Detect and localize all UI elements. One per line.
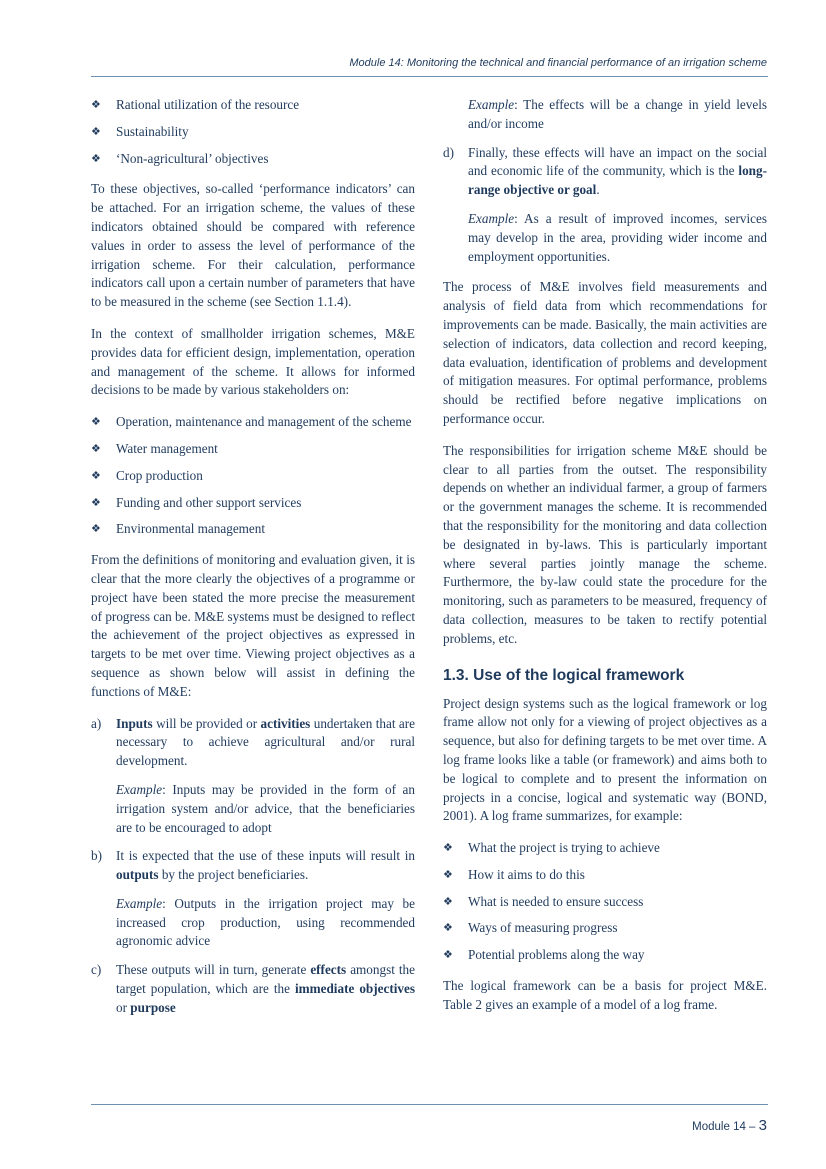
page-footer <box>692 1117 767 1134</box>
list-item: ❖ Potential problems along the way <box>443 946 767 965</box>
diamond-bullet-icon: ❖ <box>91 416 101 429</box>
diamond-bullet-icon: ❖ <box>91 469 101 482</box>
paragraph: In the context of smallholder irrigation schemes, M&E provides data for efficient design, implementation, operation and management of the scheme. It allows for informed decisions to be made by various stakeholders on: <box>91 325 415 398</box>
left-column <box>91 96 415 1028</box>
paragraph: The responsibilities for irrigation scheme M&E should be clear to all parties from the outset. The responsibility depends on whether an individual farmer, a group of farmers or the government manages the scheme. It is recommended that the responsibility for the monitoring and data collection be designated in by-laws. This is particularly important where several parties jointly manage the scheme. Furthermore, the by-law could state the procedure for the monitoring, such as parameters to be measured, frequency of data collection, measures to be taken to rectify potential problems, etc. <box>443 442 767 646</box>
sequence-item-a: a) Inputs will be provided or activities undertaken that are necessary to achieve agricultural and/or rural development. <box>91 715 415 769</box>
list-item: ❖ Operation, maintenance and management of the scheme <box>91 413 415 432</box>
example-text: Example: Inputs may be provided in the form of an irrigation system and/or advice, that the beneficiaries are to be encouraged to adopt <box>116 781 415 835</box>
diamond-bullet-icon: ❖ <box>91 99 101 111</box>
sequence-item-c: c) These outputs will in turn, generate effects amongst the target population, which are the immediate objectives or purpose <box>91 962 415 1015</box>
running-header: Module 14: Monitoring the technical and financial performance of an irrigation scheme <box>349 57 767 69</box>
diamond-bullet-icon: ❖ <box>443 895 453 908</box>
diamond-bullet-icon: ❖ <box>443 949 453 962</box>
list-item: ❖ Sustainability <box>91 123 415 142</box>
diamond-bullet-icon: ❖ <box>443 922 453 935</box>
example-text: Example: The effects will be a change in yield levels and/or income <box>468 97 767 131</box>
footer-label: Module 14 – <box>692 1121 759 1133</box>
list-item: ❖ How it aims to do this <box>443 866 767 885</box>
list-item: ❖ What is needed to ensure success <box>443 893 767 912</box>
diamond-bullet-icon: ❖ <box>443 868 453 881</box>
footer-rule <box>91 1104 768 1105</box>
section-heading: 1.3. Use of the logical framework <box>443 666 685 684</box>
sequence-item-d: d) Finally, these effects will have an impact on the social and economic life of the community, which is the long-range objective or goal. <box>443 144 767 198</box>
diamond-bullet-icon: ❖ <box>91 152 101 165</box>
paragraph: To these objectives, so-called ‘performance indicators’ can be attached. For an irrigation scheme, the values of these indicators obtained should be compared with reference values in order to assess the level of performance of the irrigation scheme. For their calculation, performance indicators call upon a certain number of parameters that have to be measured in the scheme (see Section 1.1.4). <box>91 181 415 310</box>
diamond-bullet-icon: ❖ <box>91 125 101 138</box>
page-number: 3 <box>758 1117 767 1134</box>
diamond-bullet-icon: ❖ <box>91 496 101 509</box>
right-column <box>443 96 767 1028</box>
example-text: Example: Outputs in the irrigation project may be increased crop production, using recommended agronomic advice <box>116 895 415 949</box>
paragraph: From the definitions of monitoring and evaluation given, it is clear that the more clearly the objectives of a programme or project have been stated the more precise the measurement of progress can be. M&E systems must be designed to reflect the achievement of the project objectives as expressed in targets to be met over time. Viewing project objectives as a sequence as shown below will assist in defining the functions of M&E: <box>91 552 415 699</box>
sequence-item-b: b) It is expected that the use of these inputs will result in outputs by the project beneficiaries. <box>91 848 415 883</box>
list-item: ❖ Water management <box>91 440 415 459</box>
list-item: ❖ Funding and other support services <box>91 494 415 513</box>
list-item: ❖ What the project is trying to achieve <box>443 839 767 858</box>
list-item: ❖ Crop production <box>91 467 415 486</box>
diamond-bullet-icon: ❖ <box>443 842 453 855</box>
paragraph: The logical framework can be a basis for project M&E. Table 2 gives an example of a model of a log frame. <box>443 978 767 1012</box>
diamond-bullet-icon: ❖ <box>91 523 101 536</box>
list-item: ❖ Rational utilization of the resource <box>91 96 415 115</box>
diamond-bullet-icon: ❖ <box>91 442 101 455</box>
paragraph: The process of M&E involves field measurements and analysis of field data from which recommendations for improvements can be made. Basically, the main activities are selection of indicators, data collection and record keeping, data evaluation, identification of problems and development of mitigation measures. For optimal performance, problems should be rectified before negative implications on performance occur. <box>443 279 767 426</box>
list-item: ❖ Ways of measuring progress <box>443 919 767 938</box>
list-item: ❖ Environmental management <box>91 520 415 539</box>
paragraph: Project design systems such as the logical framework or log frame allow not only for a viewing of project objectives as a sequence, but also for defining targets to be met over time. A log frame looks like a table (or framework) and aims both to be logical to complete and to present the information on projects in a concise, logical and systematic way (BOND, 2001). A log frame summarizes, for example: <box>443 695 767 824</box>
header-rule <box>91 76 768 77</box>
example-text: Example: As a result of improved incomes, services may develop in the area, providing wider income and employment opportunities. <box>468 210 767 264</box>
list-item: ❖ ‘Non-agricultural’ objectives <box>91 150 415 169</box>
